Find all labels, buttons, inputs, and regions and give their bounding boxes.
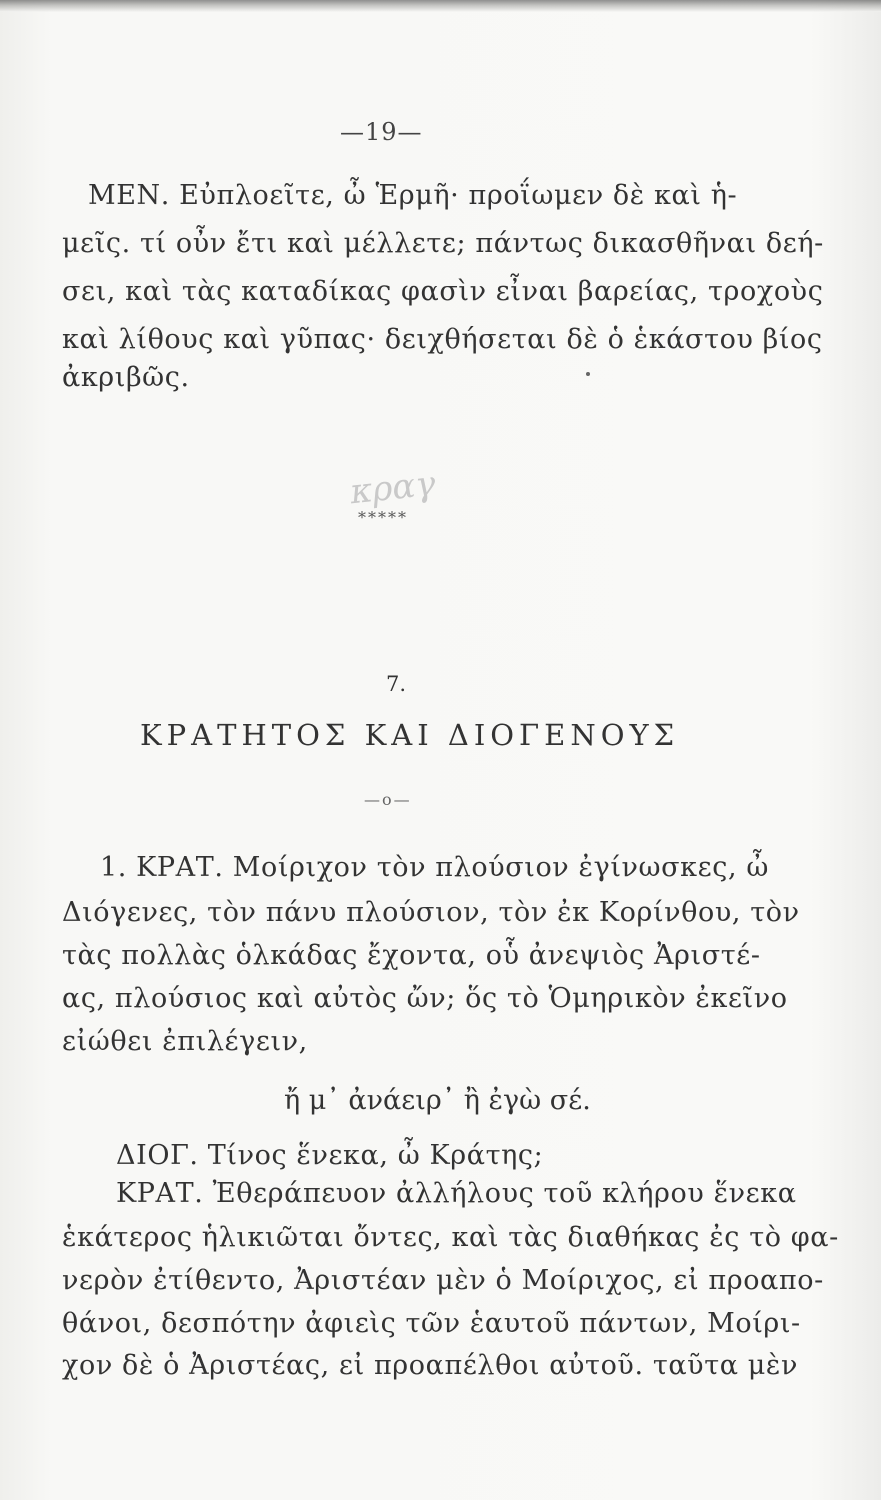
- text-line: ΚΡΑΤ. Ἐθεράπευον ἀλλήλους τοῦ κλήρου ἕνεκα: [116, 1178, 797, 1209]
- page-top-edge: [0, 0, 881, 12]
- page-number: —19—: [340, 118, 423, 146]
- text-line: θάνοι, δεσπότην ἀφιεὶς τῶν ἑαυτοῦ πάντων, Μοίρι-: [62, 1308, 801, 1339]
- text-line: νερὸν ἐτίθεντο, Ἀριστέαν μὲν ὁ Μοίριχος, εἰ προαπο-: [62, 1265, 824, 1296]
- ink-dot: [586, 372, 590, 376]
- text-line: ΔΙΟΓ. Τίνος ἕνεκα, ὦ Κράτης;: [116, 1140, 544, 1171]
- separator-stars: *****: [358, 508, 408, 527]
- section-number: 7.: [386, 672, 407, 696]
- text-line: χον δὲ ὁ Ἀριστέας, εἰ προαπέλθοι αὐτοῦ. ταῦτα μὲν: [62, 1350, 799, 1381]
- text-line: ΜΕΝ. Εὐπλοεῖτε, ὦ Ἑρμῆ· προΐωμεν δὲ καὶ ἡ-: [88, 180, 738, 211]
- text-line: Διόγενες, τὸν πάνυ πλούσιον, τὸν ἐκ Κορίνθου, τὸν: [62, 897, 800, 928]
- text-line: σει, καὶ τὰς καταδίκας φασὶν εἶναι βαρείας, τροχοὺς: [62, 276, 824, 307]
- text-line: τὰς πολλὰς ὁλκάδας ἔχοντα, οὗ ἀνεψιὸς Ἀριστέ-: [62, 940, 761, 971]
- text-line: καὶ λίθους καὶ γῦπας· δειχθήσεται δὲ ὁ ἑκάστου βίος: [62, 324, 823, 355]
- section-divider: —ο—: [364, 790, 412, 809]
- text-line: ας, πλούσιος καὶ αὐτὸς ὤν; ὅς τὸ Ὁμηρικὸν ἐκεῖνο: [62, 983, 788, 1014]
- section-title: ΚΡΑΤΗΤΟΣ ΚΑΙ ΔΙΟΓΕΝΟΥΣ: [140, 718, 680, 752]
- homeric-verse: ἤ μ᾽ ἀνάειρ᾽ ἢ ἐγὼ σέ.: [284, 1085, 591, 1116]
- handwritten-note: κραγ: [348, 463, 438, 513]
- text-line: μεῖς. τί οὖν ἔτι καὶ μέλλετε; πάντως δικασθῆναι δεή-: [62, 228, 824, 259]
- text-line: ἑκάτερος ἡλικιῶται ὄντες, καὶ τὰς διαθήκας ἐς τὸ φα-: [62, 1222, 839, 1253]
- text-line: εἰώθει ἐπιλέγειν,: [62, 1026, 308, 1057]
- text-line: 1. ΚΡΑΤ. Μοίριχον τὸν πλούσιον ἐγίνωσκες, ὦ: [100, 852, 769, 883]
- text-line: ἀκριβῶς.: [62, 362, 190, 393]
